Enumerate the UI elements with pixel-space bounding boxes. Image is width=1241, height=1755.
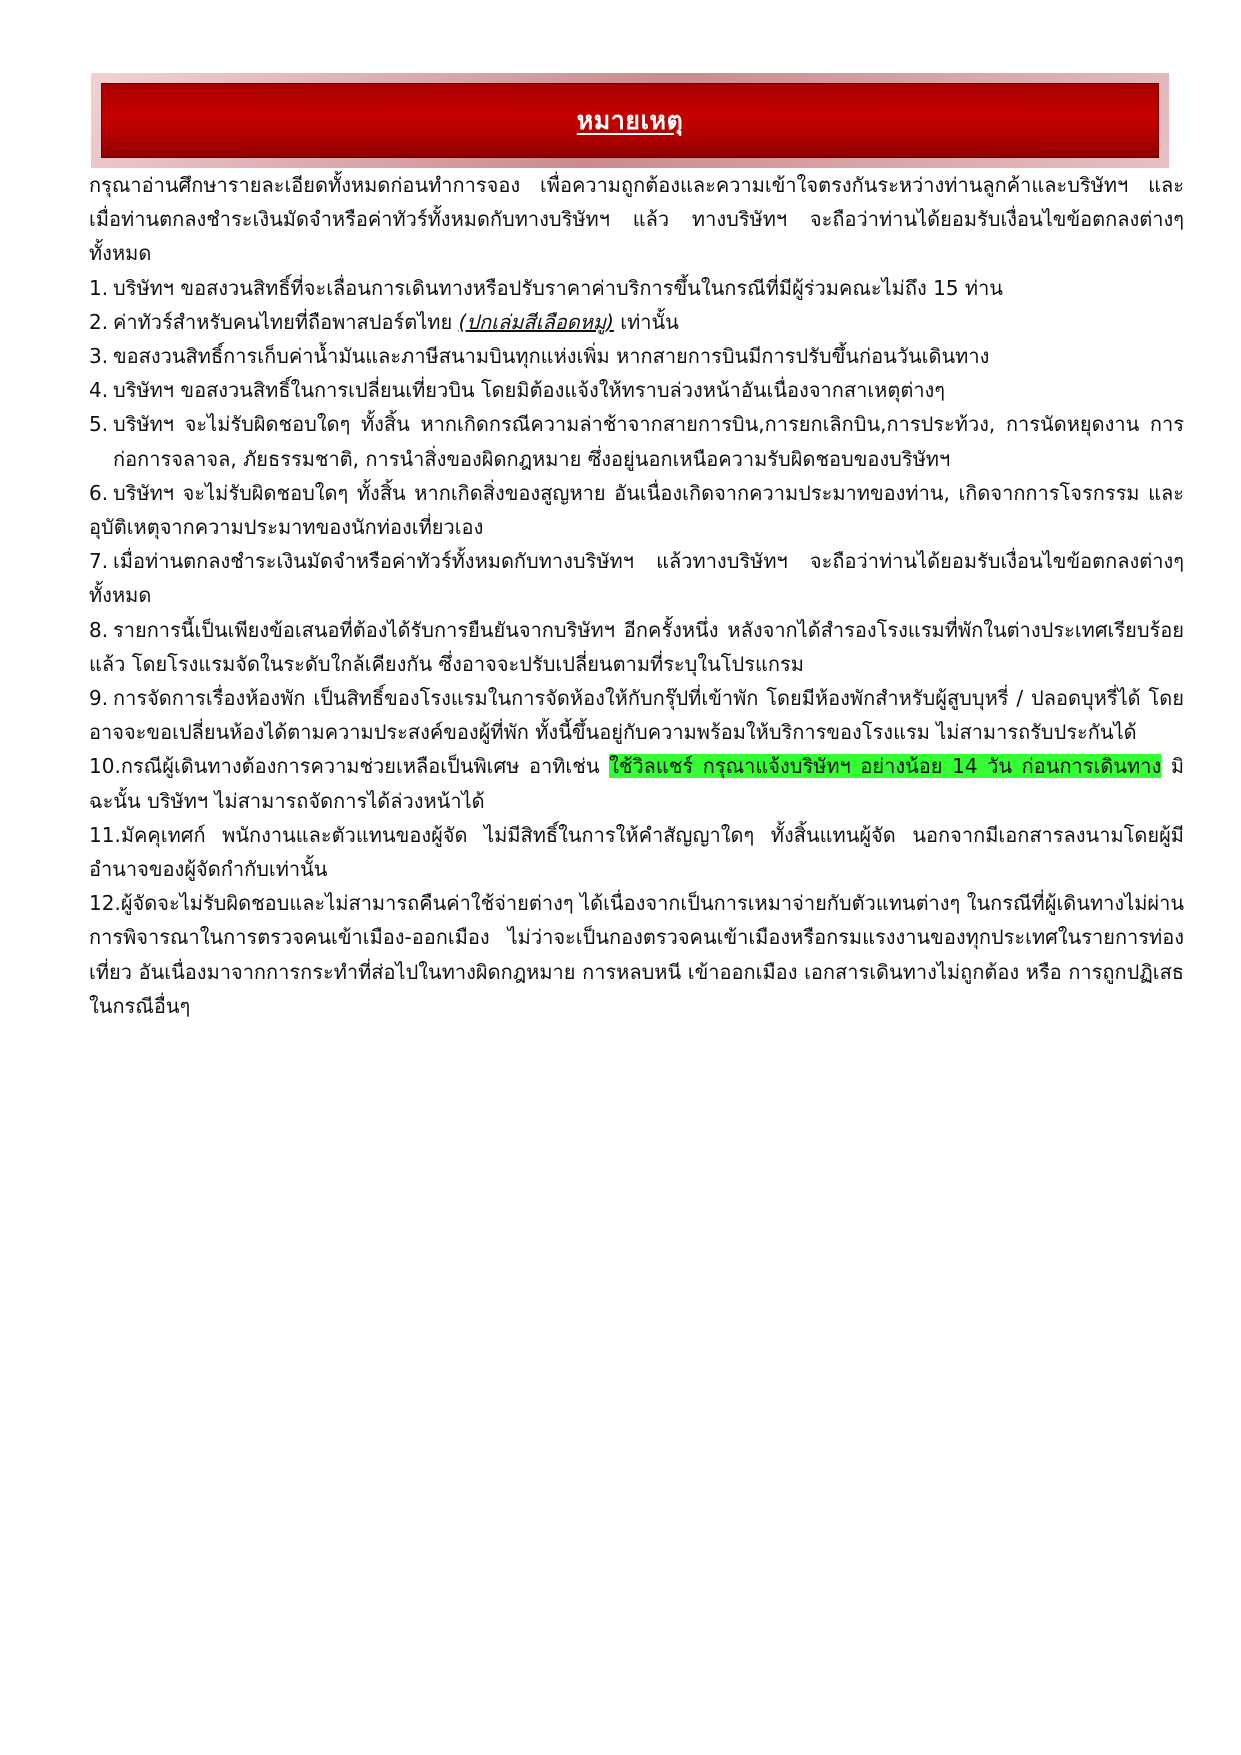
page-title: หมายเหตุ — [576, 105, 684, 135]
note-text: ขอสงวนสิทธิ์การเก็บค่าน้ำมันและภาษีสนามบินทุกแห่งเพิ่ม หากสายการบินมีการปรับขึ้นก่อนวันเดินทาง — [113, 344, 990, 369]
note-text: บริษัทฯ จะไม่รับผิดชอบใดๆ ทั้งสิ้น หากเกิดกรณีความล่าช้าจากสายการบิน,การยกเลิกบิน,การประท้วง, การนัดหยุดงาน การก่อการจลาจล, ภัยธรรมชาติ, การนำสิ่งของผิดกฎหมาย ซึ่งอยู่นอกเหนือความรับผิดชอบของบริษัทฯ — [113, 412, 1184, 471]
note-item-1 — [89, 271, 1184, 305]
note-number: 1. — [89, 275, 109, 300]
note-text: การจัดการเรื่องห้องพัก เป็นสิทธิ์ของโรงแรมในการจัดห้องให้กับกรุ๊ปที่เข้าพัก โดยมีห้องพักสำหรับผู้สูบบุหรี่ / ปลอดบุหรี่ได้ โดยอาจจะขอเปลี่ยนห้องได้ตามความประสงค์ของผู้ที่พัก ทั้งนี้ขึ้นอยู่กับความพร้อมให้บริการของโรงแรม ไม่สามารถรับประกันได้ — [89, 686, 1184, 745]
note-item-10 — [89, 749, 1184, 817]
note-text: ค่าทัวร์สำหรับคนไทยที่ถือพาสปอร์ตไทย — [113, 309, 459, 334]
note-item-5 — [89, 407, 1184, 475]
note-item-6 — [89, 476, 1184, 544]
note-number: 5. — [89, 412, 109, 437]
note-number: 9. — [89, 686, 109, 711]
note-text: เท่านั้น — [613, 309, 679, 334]
header-banner — [91, 73, 1169, 168]
note-item-8 — [89, 613, 1184, 681]
note-number: 7. — [89, 549, 109, 574]
note-number: 12. — [89, 891, 121, 916]
note-number: 4. — [89, 378, 109, 403]
note-text: มัคคุเทศก์ พนักงานและตัวแทนของผู้จัด ไม่มีสิทธิ์ในการให้คำสัญญาใดๆ ทั้งสิ้นแทนผู้จัด นอกจากมีเอกสารลงนามโดยผู้มีอำนาจของผู้จัดกำกับเท่านั้น — [89, 822, 1184, 882]
note-text: มิฉะนั้น บริษัทฯ ไม่สามารถจัดการได้ล่วงหน้าได้ — [89, 754, 1184, 813]
note-text: บริษัทฯ ขอสงวนสิทธิ์ที่จะเลื่อนการเดินทางหรือปรับราคาค่าบริการขึ้นในกรณีที่มีผู้ร่วมคณะไม่ถึง 15 ท่าน — [113, 275, 1003, 300]
note-number: 10. — [89, 754, 121, 779]
note-number: 6. — [89, 480, 109, 505]
note-text: เมื่อท่านตกลงชำระเงินมัดจำหรือค่าทัวร์ทั้งหมดกับทางบริษัทฯ แล้วทางบริษัทฯ จะถือว่าท่านได้ยอมรับเงื่อนไขข้อตกลงต่างๆ ทั้งหมด — [89, 549, 1184, 608]
note-number: 3. — [89, 344, 109, 369]
notes-content — [89, 168, 1184, 1023]
intro-paragraph: กรุณาอ่านศึกษารายละเอียดทั้งหมดก่อนทำการจอง เพื่อความถูกต้องและความเข้าใจตรงกันระหว่างท่านลูกค้าและบริษัทฯ และเมื่อท่านตกลงชำระเงินมัดจำหรือค่าทัวร์ทั้งหมดกับทางบริษัทฯ แล้ว ทางบริษัทฯ จะถือว่าท่านได้ยอมรับเงื่อนไขข้อตกลงต่างๆ ทั้งหมด — [89, 173, 1184, 266]
note-number: 8. — [89, 617, 109, 642]
note-item-11 — [89, 818, 1184, 886]
note-number: 2. — [89, 309, 109, 334]
note-text: ผู้จัดจะไม่รับผิดชอบและไม่สามารถคืนค่าใช้จ่ายต่างๆ ได้เนื่องจากเป็นการเหมาจ่ายกับตัวแทนต่างๆ ในกรณีที่ผู้เดินทางไม่ผ่านการพิจารณาในการตรวจคนเข้าเมือง-ออกเมือง ไม่ว่าจะเป็นกองตรวจคนเข้าเมืองหรือกรมแรงงานของทุกประเทศในรายการท่องเที่ยว อันเนื่องมาจากการกระทำที่ส่อไปในทางผิดกฎหมาย การหลบหนี เข้าออกเมือง เอกสารเดินทางไม่ถูกต้อง หรือ การถูกปฏิเสธในกรณีอื่นๆ — [89, 891, 1184, 1018]
note-item-12 — [89, 886, 1184, 1023]
passport-color-note: (ปกเล่มสีเลือดหมู) — [458, 309, 614, 334]
note-text: บริษัทฯ จะไม่รับผิดชอบใดๆ ทั้งสิ้น หากเกิดสิ่งของสูญหาย อันเนื่องเกิดจากความประมาทของท่าน, เกิดจากการโจรกรรม และ อุบัติเหตุจากความประมาทของนักท่องเที่ยวเอง — [89, 480, 1184, 540]
note-text: บริษัทฯ ขอสงวนสิทธิ์ในการเปลี่ยนเที่ยวบิน โดยมิต้องแจ้งให้ทราบล่วงหน้าอันเนื่องจากสาเหตุต่างๆ — [113, 378, 946, 403]
note-item-9 — [89, 681, 1184, 749]
note-item-7 — [89, 544, 1184, 612]
note-text: รายการนี้เป็นเพียงข้อเสนอที่ต้องได้รับการยืนยันจากบริษัทฯ อีกครั้งหนึ่ง หลังจากได้สำรองโรงแรมที่พักในต่างประเทศเรียบร้อยแล้ว โดยโรงแรมจัดในระดับใกล้เคียงกัน ซึ่งอาจจะปรับเปลี่ยนตามที่ระบุในโปรแกรม — [89, 617, 1184, 676]
note-item-4 — [89, 373, 1184, 407]
highlighted-text: ใช้วิลแชร์ กรุณาแจ้งบริษัทฯ อย่างน้อย 14 วัน ก่อนการเดินทาง — [609, 754, 1162, 779]
note-number: 11. — [89, 822, 121, 847]
note-item-3 — [89, 339, 1184, 373]
note-item-2 — [89, 305, 1184, 339]
header-banner-inner — [101, 83, 1159, 158]
note-text: กรณีผู้เดินทางต้องการความช่วยเหลือเป็นพิเศษ อาทิเช่น — [120, 754, 610, 779]
